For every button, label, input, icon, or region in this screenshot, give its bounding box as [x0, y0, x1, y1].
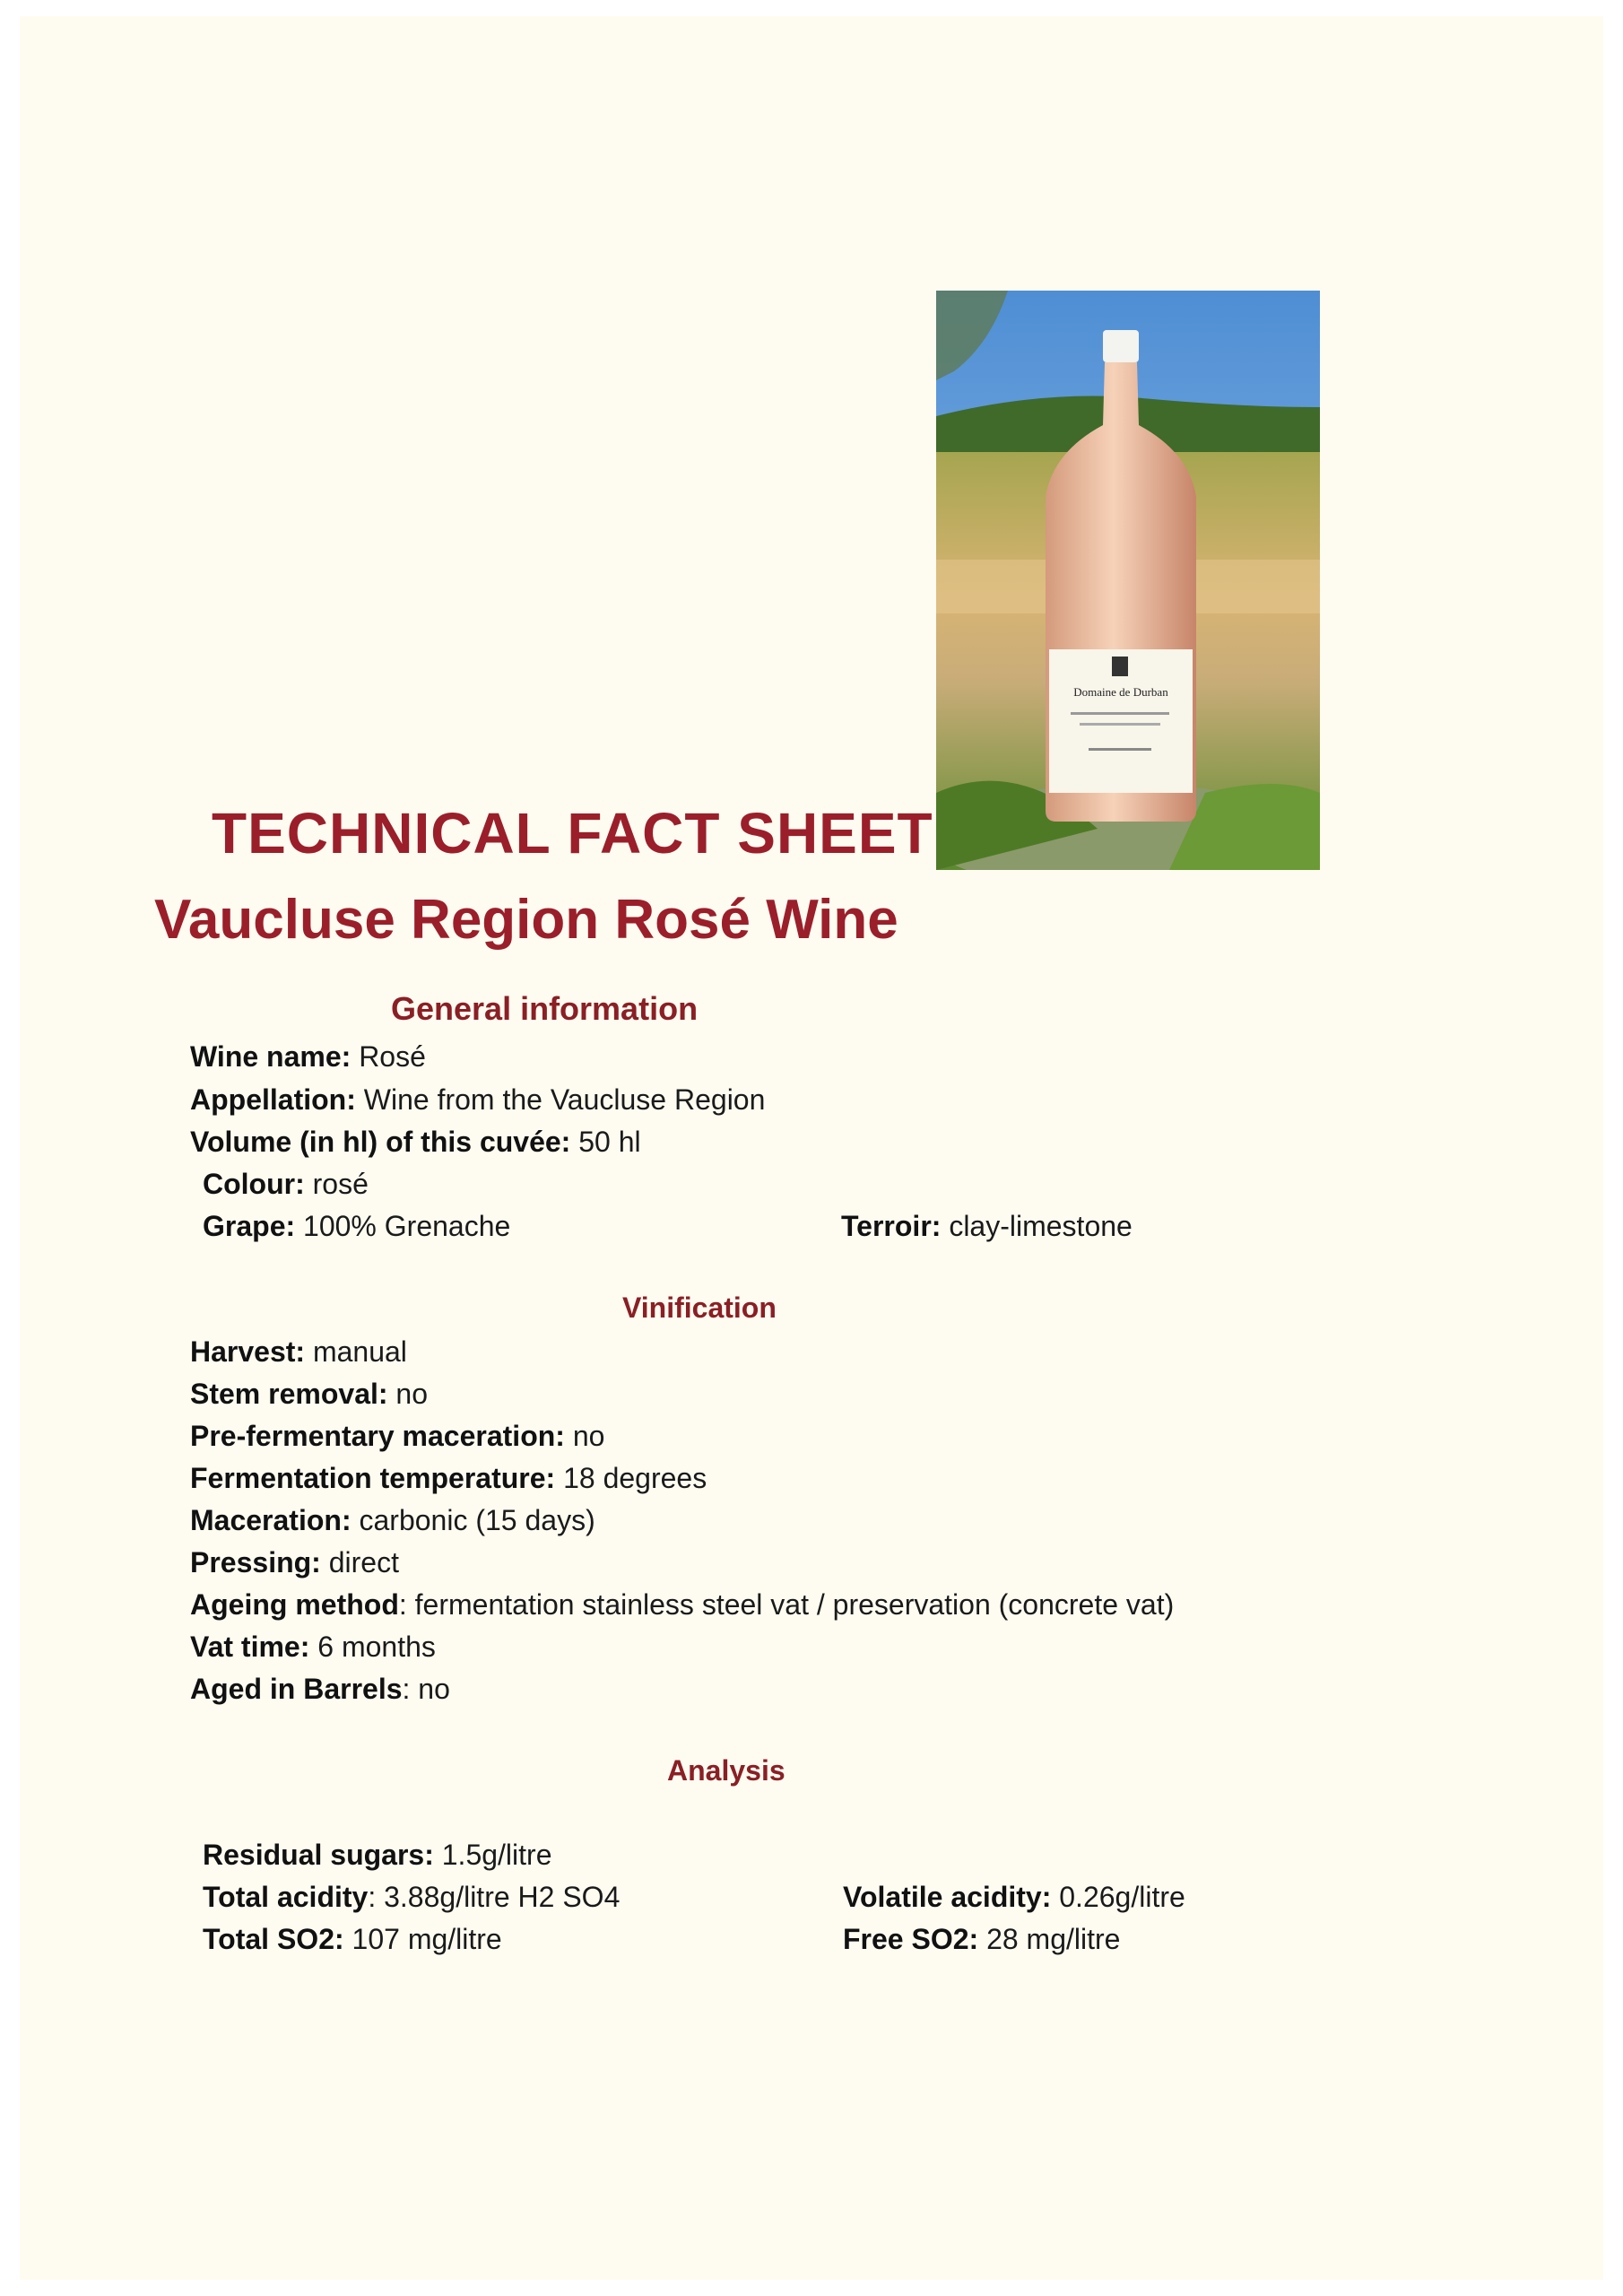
field-value: 100% Grenache [303, 1210, 511, 1242]
aged-barrels-row [190, 1671, 450, 1707]
field-label: Pressing: [190, 1546, 321, 1578]
field-label: Stem removal: [190, 1378, 388, 1410]
field-value: clay-limestone [949, 1210, 1133, 1242]
field-value: direct [328, 1546, 399, 1578]
vinification-heading: Vinification [622, 1292, 777, 1324]
volatile-acidity-row [843, 1879, 1185, 1915]
field-value: no [572, 1420, 605, 1452]
field-value: Rosé [359, 1040, 426, 1073]
pre-fermentary-row [190, 1418, 604, 1454]
wine-name-row [190, 1039, 426, 1074]
appellation-row [190, 1082, 765, 1118]
field-label: Terroir: [841, 1210, 942, 1242]
field-value: no [395, 1378, 429, 1410]
field-label: Wine name: [190, 1040, 352, 1073]
field-label: Grape: [203, 1210, 296, 1242]
field-label: Residual sugars: [203, 1839, 434, 1871]
wine-bottle-photo [936, 291, 1320, 870]
field-label: Fermentation temperature: [190, 1462, 556, 1494]
pressing-row [190, 1544, 399, 1580]
field-label: Free SO2: [843, 1923, 979, 1955]
field-label: Total SO2: [203, 1923, 344, 1955]
total-acidity-row [203, 1879, 620, 1915]
colour-row [203, 1166, 369, 1202]
stem-removal-row [190, 1376, 428, 1412]
field-value: Wine from the Vaucluse Region [363, 1083, 766, 1116]
field-label: Volatile acidity: [843, 1881, 1052, 1913]
page-subtitle: Vaucluse Region Rosé Wine [154, 889, 898, 951]
field-value: 28 mg/litre [986, 1923, 1121, 1955]
field-label: Harvest: [190, 1335, 306, 1368]
field-value: 107 mg/litre [352, 1923, 502, 1955]
field-label: Aged in Barrels [190, 1673, 403, 1705]
field-value: : no [402, 1673, 450, 1705]
field-value: : fermentation stainless steel vat / preservation (concrete vat) [398, 1588, 1175, 1621]
residual-sugars-row [203, 1837, 551, 1873]
fermentation-temp-row [190, 1460, 707, 1496]
analysis-heading: Analysis [667, 1754, 785, 1787]
total-so2-row [203, 1921, 502, 1957]
page-title: TECHNICAL FACT SHEET [212, 801, 933, 865]
general-info-heading: General information [391, 990, 699, 1027]
field-label: Vat time: [190, 1631, 310, 1663]
ageing-row [190, 1587, 1174, 1622]
vat-time-row [190, 1629, 436, 1665]
field-value: 50 hl [578, 1126, 641, 1158]
field-label: Colour: [203, 1168, 305, 1200]
field-label: Volume (in hl) of this cuvée: [190, 1126, 571, 1158]
field-label: Pre-fermentary maceration: [190, 1420, 565, 1452]
harvest-row [190, 1334, 407, 1370]
field-value: 1.5g/litre [441, 1839, 552, 1871]
field-label: Ageing method [190, 1588, 399, 1621]
maceration-row [190, 1502, 595, 1538]
field-value: : 3.88g/litre H2 SO4 [368, 1881, 621, 1913]
bottle-label-text: Domaine de Durban [1073, 685, 1168, 699]
field-value: rosé [312, 1168, 369, 1200]
field-value: 18 degrees [563, 1462, 707, 1494]
field-label: Appellation: [190, 1083, 356, 1116]
field-value: manual [312, 1335, 407, 1368]
field-label: Total acidity [203, 1881, 369, 1913]
free-so2-row [843, 1921, 1120, 1957]
volume-row [190, 1124, 641, 1160]
field-value: 0.26g/litre [1059, 1881, 1185, 1913]
field-value: carbonic (15 days) [359, 1504, 595, 1536]
field-label: Maceration: [190, 1504, 352, 1536]
field-value: 6 months [317, 1631, 436, 1663]
terroir-row [841, 1208, 1133, 1244]
grape-row [203, 1208, 510, 1244]
